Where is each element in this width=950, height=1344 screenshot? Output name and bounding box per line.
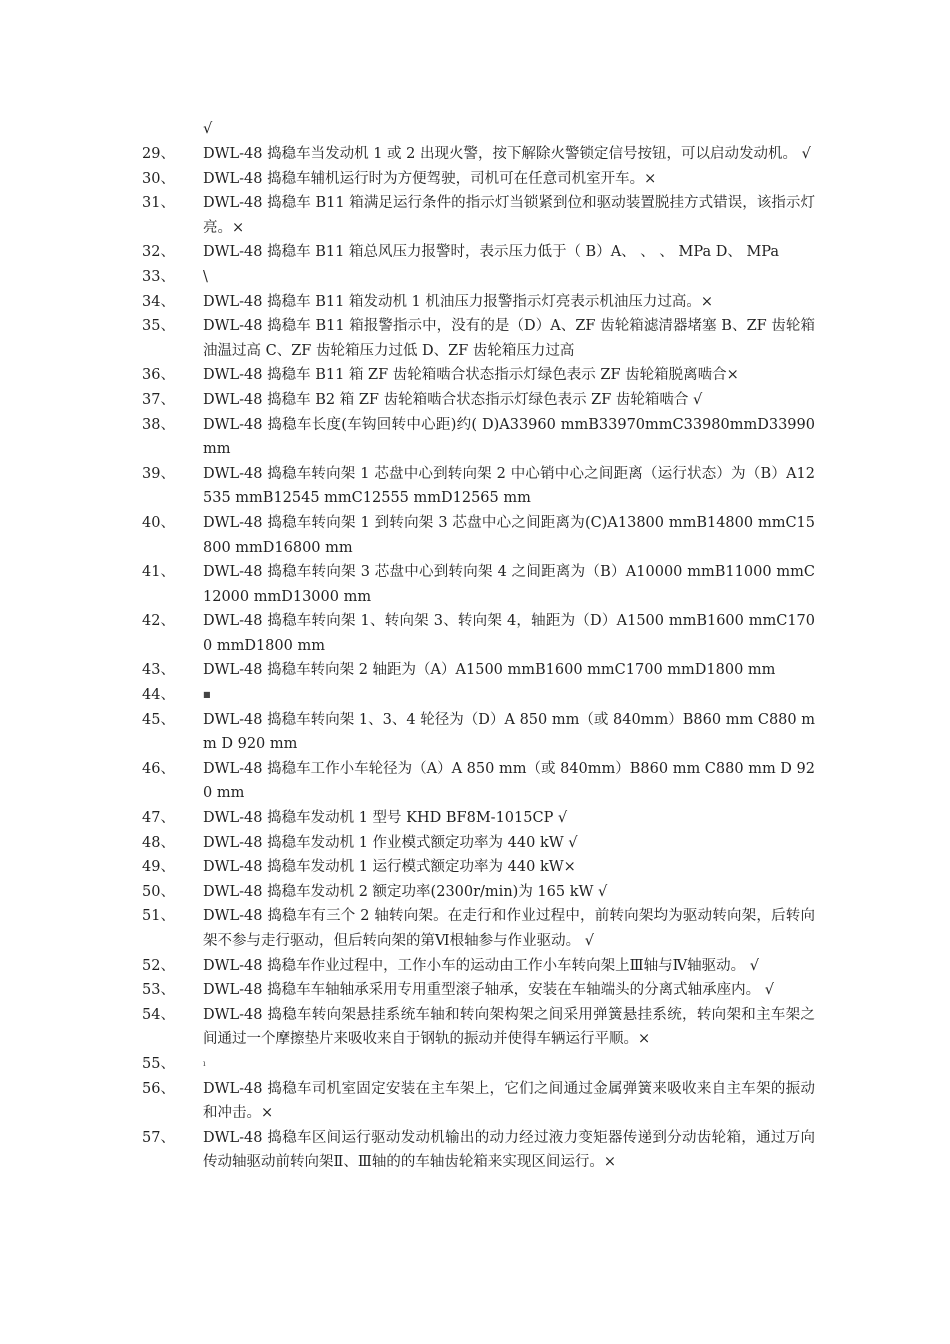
question-item — [0, 658, 950, 683]
question-text: DWL-48 捣稳车 B11 箱满足运行条件的指示灯当锁紧到位和驱动装置脱挂方式错误，该指示灯亮。× — [203, 195, 815, 236]
question-number: 35、 — [142, 318, 175, 335]
question-number: 57、 — [142, 1129, 175, 1146]
question-text: DWL-48 捣稳车 B11 箱总风压力报警时，表示压力低于（ B）A、 、 、 MPa D、 MPa — [203, 244, 780, 261]
question-number: 29、 — [142, 146, 175, 162]
question-text: DWL-48 捣稳车当发动机 1 或 2 出现火警，按下解除火警锁定信号按钮，可以启动发动机。 √ — [203, 146, 811, 162]
question-item — [0, 388, 950, 413]
question-text: \ — [203, 268, 208, 285]
question-item — [0, 954, 950, 979]
question-text: DWL-48 捣稳车发动机 1 运行模式额定功率为 440 kW× — [203, 859, 576, 876]
question-text: DWL-48 捣稳车作业过程中，工作小车的运动由工作小车转向架上Ⅲ轴与Ⅳ轴驱动。 √ — [203, 957, 759, 974]
question-number: 41、 — [142, 564, 175, 581]
question-text: DWL-48 捣稳车转向架 1 到转向架 3 芯盘中心之间距离为(C)A13800 mmB14800 mmC15800 mmD16800 mm — [203, 514, 815, 556]
question-item — [0, 167, 950, 192]
question-number: 33、 — [142, 268, 175, 285]
question-item — [0, 1077, 950, 1126]
question-item — [0, 683, 950, 708]
question-number: 34、 — [142, 293, 175, 310]
question-item — [0, 265, 950, 290]
question-number: 42、 — [142, 613, 175, 630]
question-item — [0, 560, 950, 609]
question-text: DWL-48 捣稳车有三个 2 轴转向架。在走行和作业过程中，前转向架均为驱动转向架，后转向架不参与走行驱动，但后转向架的第Ⅵ根轴参与作业驱动。 √ — [203, 908, 815, 949]
question-number: 44、 — [142, 687, 175, 704]
question-text: DWL-48 捣稳车转向架 1 芯盘中心到转向架 2 中心销中心之间距离（运行状态）为（B）A12535 mmB12545 mmC12555 mmD12565 mm — [203, 465, 815, 507]
question-text: DWL-48 捣稳车 B2 箱 ZF 齿轮箱啮合状态指示灯绿色表示 ZF 齿轮箱啮合 √ — [203, 391, 703, 408]
question-text: DWL-48 捣稳车转向架 1、转向架 3、转向架 4，轴距为（D）A1500 mmB1600 mmC1700 mmD1800 mm — [203, 613, 815, 654]
question-item — [0, 880, 950, 905]
question-text: DWL-48 捣稳车车轴轴承采用专用重型滚子轴承，安装在车轴端头的分离式轴承座内。 √ — [203, 982, 774, 999]
question-item — [0, 855, 950, 880]
question-number: 30、 — [142, 170, 175, 187]
question-number: 43、 — [142, 662, 175, 679]
question-text: DWL-48 捣稳车转向架 2 轴距为（A）A1500 mmB1600 mmC1700 mmD1800 mm — [203, 662, 776, 679]
question-text: DWL-48 捣稳车发动机 1 作业模式额定功率为 440 kW √ — [203, 834, 578, 851]
question-item — [0, 363, 950, 388]
question-item — [0, 757, 950, 806]
question-text: DWL-48 捣稳车司机室固定安装在主车架上，它们之间通过金属弹簧来吸收来自主车架的振动和冲击。× — [203, 1080, 815, 1122]
question-item — [0, 462, 950, 511]
question-item — [0, 191, 950, 240]
question-item — [0, 142, 950, 167]
question-number: 48、 — [142, 834, 175, 851]
question-text: DWL-48 捣稳车辅机运行时为方便驾驶，司机可在任意司机室开车。× — [203, 170, 657, 187]
question-number: 54、 — [142, 1006, 175, 1023]
question-number: 55、 — [142, 1055, 175, 1072]
question-item — [0, 978, 950, 1003]
continued-answer-mark: √ — [203, 121, 213, 137]
question-item — [0, 806, 950, 831]
question-item — [0, 240, 950, 265]
question-text: DWL-48 捣稳车发动机 2 额定功率(2300r/min)为 165 kW √ — [203, 883, 608, 900]
question-item — [0, 609, 950, 658]
question-item — [0, 904, 950, 953]
question-text: DWL-48 捣稳车 B11 箱发动机 1 机油压力报警指示灯亮表示机油压力过高。× — [203, 293, 714, 310]
question-number: 40、 — [142, 514, 175, 531]
question-text: DWL-48 捣稳车 B11 箱报警指示中，没有的是（D）A、ZF 齿轮箱滤清器堵塞 B、ZF 齿轮箱油温过高 C、ZF 齿轮箱压力过低 D、ZF 齿轮箱压力过高 — [203, 318, 815, 359]
question-number: 56、 — [142, 1080, 175, 1097]
question-item — [0, 511, 950, 560]
question-text: DWL-48 捣稳车 B11 箱 ZF 齿轮箱啮合状态指示灯绿色表示 ZF 齿轮箱脱离啮合× — [203, 367, 739, 384]
question-item — [0, 290, 950, 315]
question-number: 38、 — [142, 416, 175, 433]
question-number: 49、 — [142, 859, 175, 876]
question-number: 47、 — [142, 810, 175, 827]
question-number: 50、 — [142, 883, 175, 900]
question-number: 37、 — [142, 391, 175, 408]
question-text: DWL-48 捣稳车长度(车钩回转中心距)约( D)A33960 mmB33970mmC33980mmD33990mm — [203, 416, 815, 458]
question-text: DWL-48 捣稳车发动机 1 型号 KHD BF8M-1015CP √ — [203, 810, 568, 827]
question-item — [0, 314, 950, 363]
question-number: 45、 — [142, 711, 175, 728]
question-number: 53、 — [142, 982, 175, 999]
question-number: 51、 — [142, 908, 175, 925]
question-text: DWL-48 捣稳车区间运行驱动发动机输出的动力经过液力变矩器传递到分动齿轮箱，通过万向传动轴驱动前转向架Ⅱ、Ⅲ轴的的车轴齿轮箱来实现区间运行。× — [203, 1129, 815, 1171]
question-number: 46、 — [142, 760, 175, 777]
question-item — [0, 708, 950, 757]
question-item — [0, 831, 950, 856]
question-item — [0, 1003, 950, 1052]
question-text: ı — [203, 1058, 206, 1068]
question-number: 52、 — [142, 957, 175, 974]
question-number: 31、 — [142, 195, 175, 212]
question-item — [0, 413, 950, 462]
question-number: 32、 — [142, 244, 175, 261]
question-text: ■ — [203, 690, 211, 700]
question-text: DWL-48 捣稳车转向架 3 芯盘中心到转向架 4 之间距离为（B）A10000 mmB11000 mmC12000 mmD13000 mm — [203, 564, 815, 605]
question-number: 36、 — [142, 367, 175, 384]
question-item — [0, 1126, 950, 1175]
question-text: DWL-48 捣稳车转向架悬挂系统车轴和转向架构架之间采用弹簧悬挂系统，转向架和主车架之间通过一个摩擦垫片来吸收来自于钢轨的振动并使得车辆运行平顺。× — [203, 1006, 815, 1048]
question-number: 39、 — [142, 465, 175, 482]
question-text: DWL-48 捣稳车工作小车轮径为（A）A 850 mm（或 840mm）B860 mm C880 mm D 920 mm — [203, 760, 815, 802]
question-item — [0, 1052, 950, 1077]
question-list — [0, 142, 950, 1175]
question-text: DWL-48 捣稳车转向架 1、3、4 轮径为（D）A 850 mm（或 840mm）B860 mm C880 mm D 920 mm — [203, 711, 815, 753]
